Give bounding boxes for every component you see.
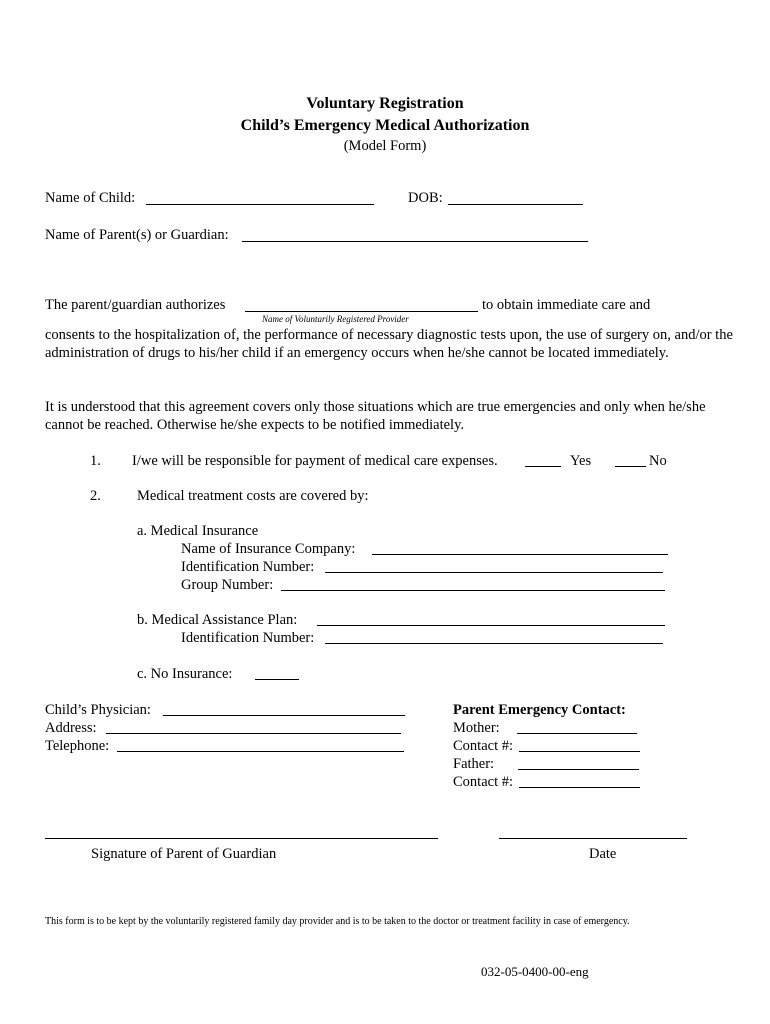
no-insurance-label: c. No Insurance: bbox=[137, 666, 233, 682]
no-label: No bbox=[649, 453, 667, 469]
form-model-label: (Model Form) bbox=[343, 138, 427, 154]
insurance-id-label: Identification Number: bbox=[181, 559, 315, 575]
assistance-id-label: Identification Number: bbox=[181, 630, 315, 646]
no-field[interactable] bbox=[615, 466, 646, 467]
assistance-id-field[interactable] bbox=[325, 643, 663, 644]
yes-field[interactable] bbox=[525, 466, 561, 467]
medical-insurance-label: a. Medical Insurance bbox=[137, 523, 259, 539]
no-insurance-field[interactable] bbox=[255, 679, 299, 680]
authorization-lead: The parent/guardian authorizes bbox=[45, 297, 226, 313]
date-label: Date bbox=[589, 846, 617, 862]
medical-assistance-label: b. Medical Assistance Plan: bbox=[137, 612, 298, 628]
agreement-text: It is understood that this agreement covers only those situations which are true emergencies and only when he/she cannot be reached. Otherwise he/she expects to be notified immediately. bbox=[45, 399, 706, 433]
provider-name-caption: Name of Voluntarily Registered Provider bbox=[262, 314, 409, 324]
emergency-contact-heading: Parent Emergency Contact: bbox=[453, 702, 626, 718]
signature-label: Signature of Parent of Guardian bbox=[91, 846, 277, 862]
item2-number: 2. bbox=[90, 488, 101, 504]
mother-contact-label: Contact #: bbox=[453, 738, 514, 754]
address-field[interactable] bbox=[106, 733, 401, 734]
item1-number: 1. bbox=[90, 453, 101, 469]
child-name-label: Name of Child: bbox=[45, 190, 136, 206]
form-number: 032-05-0400-00-eng bbox=[481, 964, 589, 979]
insurance-id-field[interactable] bbox=[325, 572, 663, 573]
parent-name-field[interactable] bbox=[242, 241, 588, 242]
mother-field[interactable] bbox=[517, 733, 637, 734]
physician-field[interactable] bbox=[163, 715, 405, 716]
dob-label: DOB: bbox=[408, 190, 443, 206]
parent-name-label: Name of Parent(s) or Guardian: bbox=[45, 227, 229, 243]
mother-contact-field[interactable] bbox=[519, 751, 640, 752]
father-contact-label: Contact #: bbox=[453, 774, 514, 790]
authorization-tail: to obtain immediate care and bbox=[482, 297, 651, 313]
provider-name-field[interactable] bbox=[245, 311, 478, 312]
father-label: Father: bbox=[453, 756, 495, 772]
child-name-field[interactable] bbox=[146, 204, 374, 205]
form-subtitle-title: Child’s Emergency Medical Authorization bbox=[240, 117, 530, 134]
item2-text: Medical treatment costs are covered by: bbox=[137, 488, 369, 504]
address-label: Address: bbox=[45, 720, 97, 736]
telephone-label: Telephone: bbox=[45, 738, 110, 754]
yes-label: Yes bbox=[570, 453, 592, 469]
dob-field[interactable] bbox=[448, 204, 583, 205]
father-field[interactable] bbox=[518, 769, 639, 770]
group-number-label: Group Number: bbox=[181, 577, 274, 593]
item1-text: I/we will be responsible for payment of medical care expenses. bbox=[132, 453, 498, 469]
signature-field[interactable] bbox=[45, 838, 438, 839]
group-number-field[interactable] bbox=[281, 590, 665, 591]
footer-note: This form is to be kept by the voluntarily registered family day provider and is to be taken to the doctor or treatment facility in case of emergency. bbox=[45, 916, 630, 927]
telephone-field[interactable] bbox=[117, 751, 404, 752]
mother-label: Mother: bbox=[453, 720, 500, 736]
authorization-body: consents to the hospitalization of, the performance of necessary diagnostic tests upon, the use of surgery on, and/or the administration of drugs to his/her child if an emergency occurs when he/she cannot be located immediately. bbox=[45, 327, 733, 361]
father-contact-field[interactable] bbox=[519, 787, 640, 788]
insurance-company-label: Name of Insurance Company: bbox=[181, 541, 356, 557]
medical-assistance-field[interactable] bbox=[317, 625, 665, 626]
form-title: Voluntary Registration bbox=[306, 95, 464, 112]
date-field[interactable] bbox=[499, 838, 687, 839]
physician-label: Child’s Physician: bbox=[45, 702, 151, 718]
insurance-company-field[interactable] bbox=[372, 554, 668, 555]
